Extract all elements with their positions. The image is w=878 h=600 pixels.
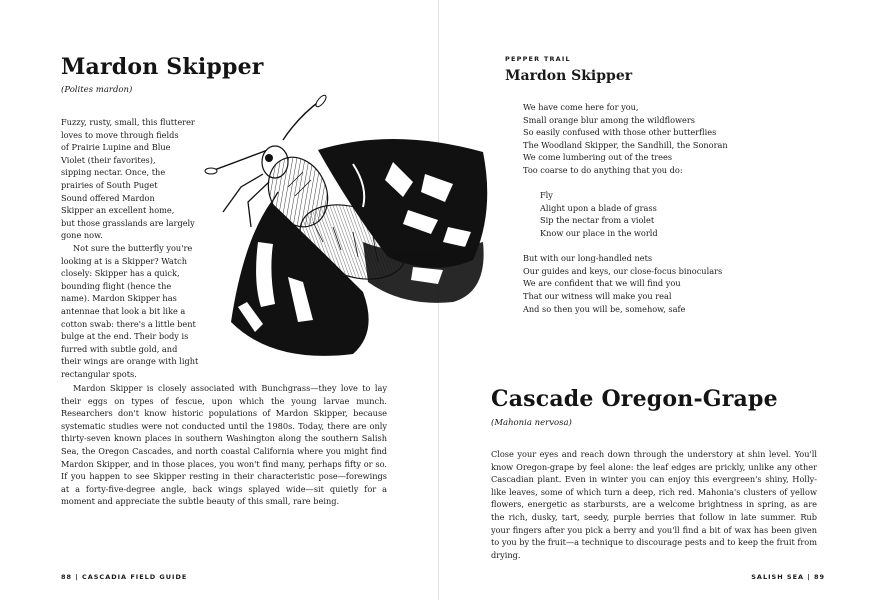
body-paragraph [61, 382, 387, 508]
text-line: of Prairie Lupine and Blue [61, 142, 171, 153]
page-title-mardon-skipper: Mardon Skipper [61, 54, 264, 80]
text-line: cotton swab: there's a little bent [61, 318, 196, 329]
poem-stanza [523, 252, 728, 315]
poem-line: Sip the nectar from a violet [540, 215, 655, 226]
poem-line: And so then you will be, somehow, safe [523, 303, 686, 314]
text-line: prairies of South Puget [61, 179, 158, 190]
poem-line: We have come here for you, [523, 102, 639, 112]
paragraph-text: Close your eyes and reach down through the understory at shin level. You'll know Oregon-grape by feel alone: the leaf edges are prickly, unlike any other Cascadian plant. Even in winter you can enjoy this evergreen's shiny, Holly-like leaves, some of which turn a deep, rich red. Mahonia's clusters of yellow flowers, energetic as starbursts, are a welcome brightness in spring, as are the rich, dusky, tart, seedy, purple berries that follow in late summer. Rub your fingers after you pick a berry and you'll find a bit of wax has been given to you by the fruit—a technique to discourage pests and to keep the fruit from drying. [491, 449, 817, 560]
text-line: loves to move through fields [61, 129, 179, 140]
text-line: Skipper an excellent home, [61, 205, 175, 216]
latin-name: (Polites mardon) [61, 85, 133, 95]
text-line: rectangular spots. [61, 368, 137, 379]
text-line: but those grasslands are largely [61, 217, 195, 228]
text-line: gone now. [61, 230, 103, 241]
poem-line: That our witness will make you real [523, 290, 672, 301]
poem-stanza [523, 189, 728, 239]
butterfly-illustration [203, 92, 493, 364]
latin-name: (Mahonia nervosa) [491, 418, 572, 428]
text-line: looking at is a Skipper? Watch [61, 255, 188, 266]
poem-author: PEPPER TRAIL [505, 55, 571, 63]
text-line: Violet (their favorites), [61, 154, 156, 165]
text-line: name). Mardon Skipper has [61, 293, 177, 304]
poem-line: So easily confused with those other butterflies [523, 127, 717, 138]
text-line: Sound offered Mardon [61, 192, 155, 203]
page-footer-right: SALISH SEA | 89 [751, 573, 825, 581]
section-title-oregon-grape: Cascade Oregon-Grape [491, 386, 778, 412]
page-footer-left: 88 | CASCADIA FIELD GUIDE [61, 573, 188, 581]
poem-line: Alight upon a blade of grass [540, 202, 657, 213]
text-line: bulge at the end. Their body is [61, 331, 189, 342]
poem-line: Know our place in the world [540, 227, 658, 238]
right-page [439, 0, 878, 600]
poem-line: We are confident that we will find you [523, 278, 681, 289]
text-line: antennae that look a bit like a [61, 305, 186, 316]
poem-line: We come lumbering out of the trees [523, 152, 673, 163]
poem-line: Our guides and keys, our close-focus binoculars [523, 265, 723, 276]
text-line: furred with subtle gold, and [61, 343, 178, 354]
text-line: bounding flight (hence the [61, 280, 172, 291]
body-paragraph [491, 448, 817, 561]
poem [523, 101, 728, 328]
text-line: closely: Skipper has a quick, [61, 268, 180, 279]
poem-title: Mardon Skipper [505, 68, 633, 84]
text-line: Not sure the butterfly you're [73, 242, 193, 253]
text-line: their wings are orange with light [61, 356, 199, 367]
poem-line: Fly [540, 190, 553, 201]
poem-line: The Woodland Skipper, the Sandhill, the Sonoran [523, 139, 728, 150]
poem-line: But with our long-handled nets [523, 253, 653, 264]
paragraph-text: Mardon Skipper is closely associated with Bunchgrass—they love to lay their eggs on types of fescue, upon which the young larvae munch. Researchers don't know historic populations of Mardon Skipper, because systematic studies were not conducted until the 1980s. Today, there are only thirty-seven known places in southern Washington along the southern Salish Sea, the Oregon Cascades, and north coastal California where you might find Mardon Skipper, and in those places, you won't find many, perhaps fifty or so. If you happen to see Skipper resting in their characteristic pose—forewings at a forty-five-degree angle, back wings splayed wide—sit quietly for a moment and appreciate the subtle beauty of this small, rare being. [61, 383, 387, 507]
text-line: Fuzzy, rusty, small, this flutterer [61, 117, 195, 127]
text-line: sipping nectar. Once, the [61, 167, 166, 178]
poem-line: Small orange blur among the wildflowers [523, 114, 695, 125]
poem-line: Too coarse to do anything that you do: [523, 164, 683, 175]
poem-stanza [523, 101, 728, 177]
